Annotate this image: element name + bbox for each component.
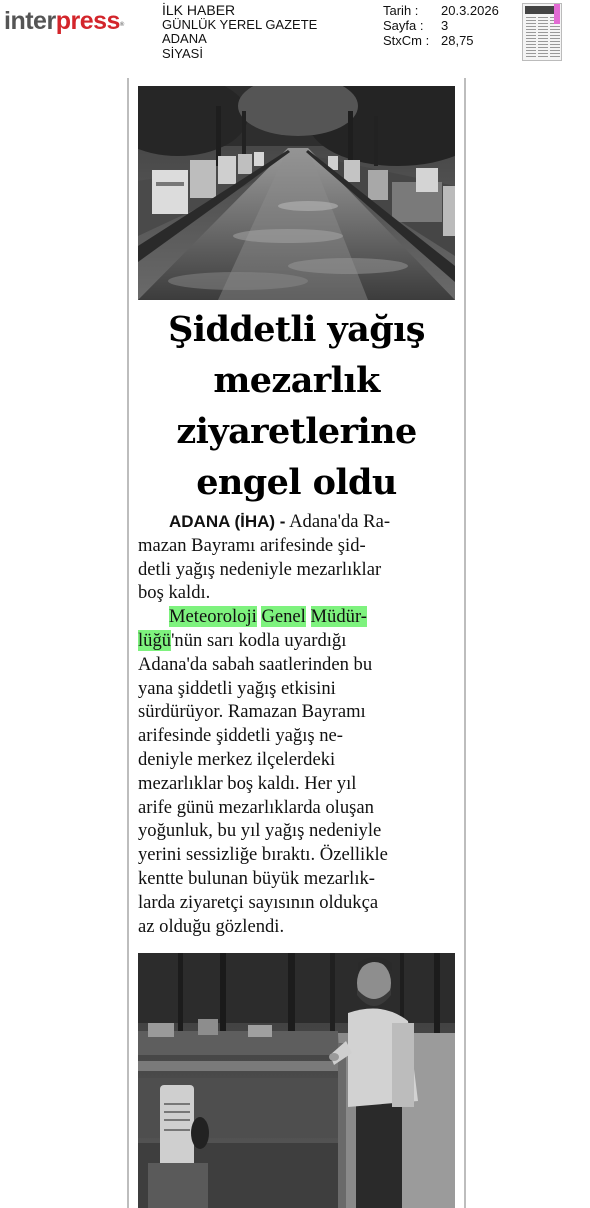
meta-page-row: Sayfa : 3 <box>383 18 449 33</box>
keyword-highlight: Genel <box>261 606 306 628</box>
body-line: detli yağış nedeniyle mezarlıklar <box>138 558 382 580</box>
body-line: mazan Bayramı arifesinde şid- <box>138 534 366 556</box>
headline-line: Şiddetli yağış <box>168 309 425 350</box>
clip-marker <box>554 4 560 24</box>
meta-size-row: StxCm : 28,75 <box>383 33 474 48</box>
body-line: arife günü mezarlıklarda oluşan <box>138 796 374 818</box>
body-line: yoğunluk, bu yıl yağış nedeniyle <box>138 820 382 842</box>
body-line: lüğü'nün sarı kodla uyardığı <box>138 629 347 651</box>
keyword-highlight: Müdür- <box>310 606 367 628</box>
publication-name: İLK HABER <box>162 2 236 18</box>
publication-category: SİYASİ <box>162 45 203 61</box>
meta-date-value: 20.3.2026 <box>441 3 499 18</box>
publication-info <box>162 3 317 61</box>
body-line: az olduğu gözlendi. <box>138 915 285 937</box>
headline-line: engel oldu <box>196 462 397 503</box>
dateline: ADANA (İHA) - <box>169 512 286 531</box>
article-headline <box>132 304 461 508</box>
body-line <box>138 605 456 629</box>
headline-line: mezarlık <box>213 360 380 401</box>
visitor-at-grave-photo <box>138 953 455 1208</box>
body-line: yerini sessizliğe bıraktı. Özellikle <box>138 844 388 866</box>
body-line: deniyle merkez ilçelerdeki <box>138 748 336 770</box>
keyword-highlight: Meteoroloji <box>169 606 257 628</box>
body-line: mezarlıklar boş kaldı. Her yıl <box>138 772 357 794</box>
body-line: yana şiddetli yağış etkisini <box>138 677 336 699</box>
publication-city: ADANA <box>162 31 207 46</box>
publication-type: GÜNLÜK YEREL GAZETE <box>162 16 318 32</box>
cemetery-path-photo <box>138 86 455 300</box>
registered-mark: ® <box>119 22 124 28</box>
clipping-meta <box>383 3 499 48</box>
body-line: boş kaldı. <box>138 582 211 604</box>
body-line: larda ziyaretçi sayısının oldukça <box>138 891 379 913</box>
headline-line: ziyaretlerine <box>176 411 417 452</box>
body-line: sürdürüyor. Ramazan Bayramı <box>138 701 366 723</box>
interpress-logo: interpress® <box>4 7 124 35</box>
meta-size-value: 28,75 <box>441 33 474 48</box>
keyword-highlight: lüğü <box>138 629 172 651</box>
meta-page-value: 3 <box>441 18 449 33</box>
meta-date-row: Tarih : 20.3.2026 <box>383 3 499 18</box>
body-line: ADANA (İHA) - Adana'da Ra- <box>169 511 391 532</box>
body-line: kentte bulunan büyük mezarlık- <box>138 867 375 889</box>
body-line: Adana'da sabah saatlerinden bu <box>138 653 373 675</box>
body-line: arifesinde şiddetli yağış ne- <box>138 725 343 747</box>
page-thumbnail[interactable] <box>522 3 562 61</box>
article-body <box>138 510 456 938</box>
